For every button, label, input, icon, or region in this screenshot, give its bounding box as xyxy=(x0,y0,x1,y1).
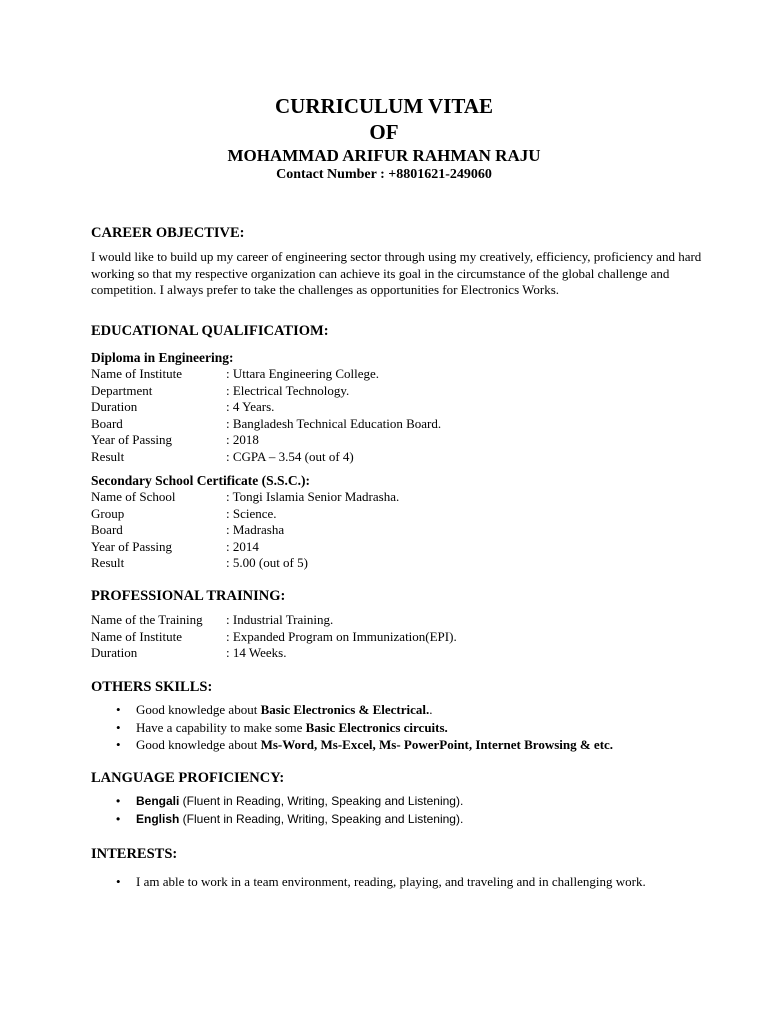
detail-row: Name of School : Tongi Islamia Senior Madrasha. xyxy=(91,489,400,504)
bullet-icon: • xyxy=(116,874,121,889)
detail-row: Year of Passing : 2018 xyxy=(91,432,259,447)
ssc-details xyxy=(91,489,399,572)
detail-row: Year of Passing : 2014 xyxy=(91,538,259,554)
list-item: • Good knowledge about Ms-Word, Ms-Excel, Ms- PowerPoint, Internet Browsing & etc. xyxy=(116,737,614,752)
interests-list xyxy=(116,873,646,891)
interests-heading: INTERESTS: xyxy=(91,846,178,862)
language-list xyxy=(116,793,463,828)
list-item: • Good knowledge about Basic Electronics & Electrical.. xyxy=(116,702,433,717)
detail-row: Duration : 14 Weeks. xyxy=(91,645,287,660)
list-item: • I am able to work in a team environment, reading, playing, and traveling and in challenging work. xyxy=(116,874,646,889)
doc-title: CURRICULUM VITAE xyxy=(275,94,493,118)
detail-row: Board : Madrasha xyxy=(91,522,285,537)
candidate-name: MOHAMMAD ARIFUR RAHMAN RAJU xyxy=(227,146,541,165)
contact-number: Contact Number : +8801621-249060 xyxy=(276,167,492,182)
detail-row: Result : 5.00 (out of 5) xyxy=(91,555,308,570)
list-item: • English (Fluent in Reading, Writing, Speaking and Listening). xyxy=(116,811,463,829)
training-heading: PROFESSIONAL TRAINING: xyxy=(91,588,286,604)
skills-list xyxy=(116,701,613,754)
detail-row: Duration : 4 Years. xyxy=(91,399,275,414)
detail-row: Name of Institute : Expanded Program on Immunization(EPI). xyxy=(91,628,457,644)
list-item: • Have a capability to make some Basic Electronics circuits. xyxy=(116,719,448,735)
detail-row: Name of Institute : Uttara Engineering College. xyxy=(91,366,380,381)
detail-row: Name of the Training : Industrial Training. xyxy=(91,612,334,627)
education-heading: EDUCATIONAL QUALIFICATIOM: xyxy=(91,323,329,339)
detail-row: Department : Electrical Technology. xyxy=(91,382,350,398)
career-objective-text: I would like to build up my career of engineering sector through using my creatively, efficiency, proficiency and hard working so that my respective organization can achieve its goal in the circumstance of the global challenge and competition. I always prefer to take the challenges as opportunities for Electronics Works. xyxy=(91,249,702,297)
bullet-icon: • xyxy=(116,702,121,717)
ssc-title: Secondary School Certificate (S.S.C.): xyxy=(91,473,310,488)
detail-row: Board : Bangladesh Technical Education Board. xyxy=(91,415,442,431)
list-item: • Bengali (Fluent in Reading, Writing, Speaking and Listening). xyxy=(116,793,463,811)
career-objective-heading: CAREER OBJECTIVE: xyxy=(91,225,245,241)
skills-heading: OTHERS SKILLS: xyxy=(91,679,213,695)
diploma-title: Diploma in Engineering: xyxy=(91,350,234,365)
bullet-icon: • xyxy=(116,737,121,752)
bullet-icon: • xyxy=(116,719,121,735)
doc-title-of: OF xyxy=(369,120,399,144)
bullet-icon: • xyxy=(116,811,121,826)
detail-row: Group : Science. xyxy=(91,505,277,521)
detail-row: Result : CGPA – 3.54 (out of 4) xyxy=(91,448,354,464)
diploma-details xyxy=(91,366,441,465)
training-details xyxy=(91,612,457,662)
language-heading: LANGUAGE PROFICIENCY: xyxy=(91,770,285,786)
bullet-icon: • xyxy=(116,794,121,808)
